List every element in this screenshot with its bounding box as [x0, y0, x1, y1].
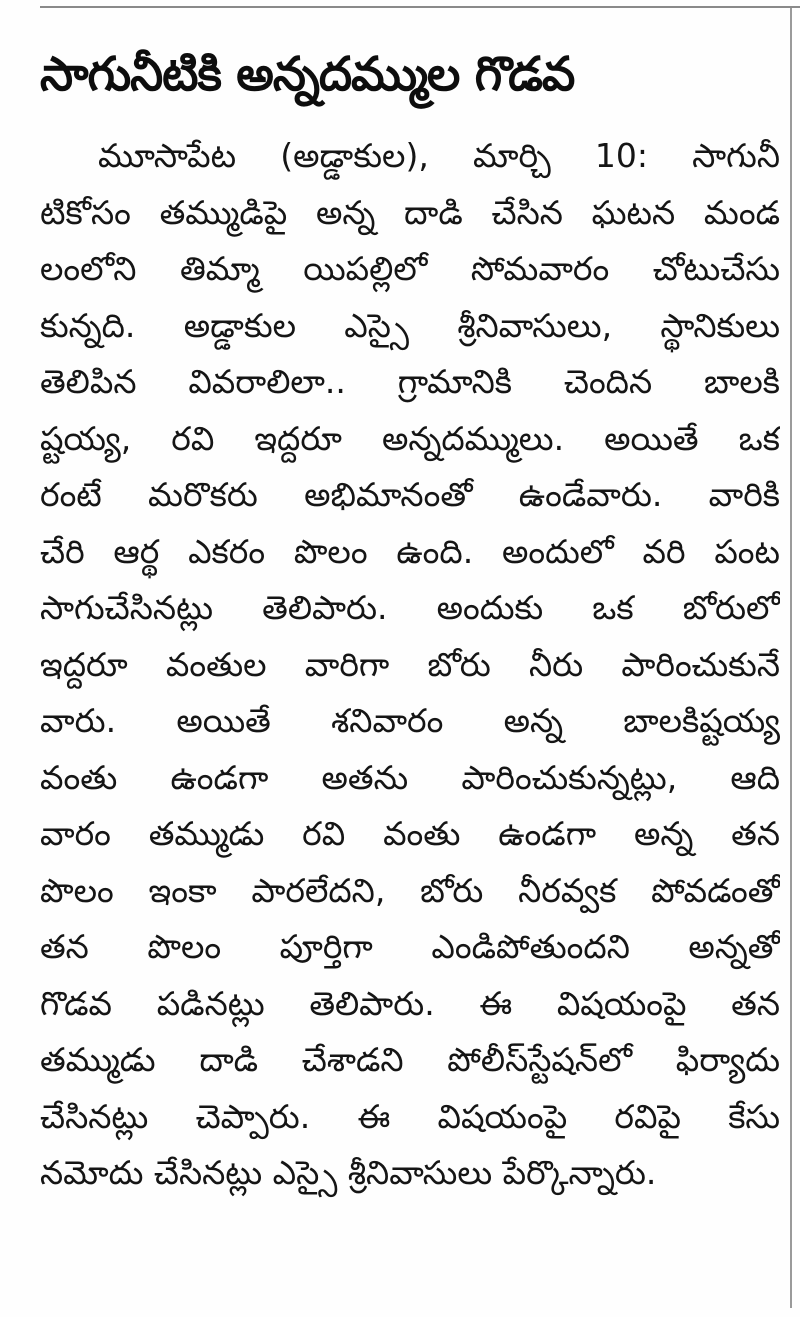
top-divider: [40, 6, 800, 8]
article-line: తమ్ముడు దాడి చేశాడని పోలీస్‌స్టేషన్‌లో ఫిర్యాదు: [40, 1040, 780, 1079]
article-line: వారు. అయితే శనివారం అన్న బాలకిష్టయ్య: [40, 701, 780, 740]
article-line: తెలిపిన వివరాలిలా.. గ్రామానికి చెందిన బాలకి: [40, 362, 780, 401]
column-divider: [790, 8, 792, 1308]
article-line: చేరి ఆర్థ ఎకరం పొలం ఉంది. అందులో వరి పంట: [40, 531, 780, 571]
article-body: [40, 128, 780, 1258]
article-line: గొడవ పడినట్లు తెలిపారు. ఈ విషయంపై తన: [40, 983, 780, 1023]
article-line: కున్నది. అడ్డాకుల ఎస్సై శ్రీనివాసులు, స్థానికులు: [40, 305, 780, 345]
article-line: లంలోని తిమ్మా యిపల్లిలో సోమవారం చోటుచేసు: [40, 249, 780, 288]
article-line: చేసినట్లు చెప్పారు. ఈ విషయంపై రవిపై కేసు: [40, 1096, 780, 1136]
article-line: పొలం ఇంకా పారలేదని, బోరు నీరవ్వక పోవడంతో: [40, 870, 780, 910]
article-line: ఇద్దరూ వంతుల వారిగా బోరు నీరు పారించుకునే: [40, 644, 780, 684]
article-line: సాగుచేసినట్లు తెలిపారు. అందుకు ఒక బోరులో: [40, 588, 780, 627]
article-line: రంటే మరొకరు అభిమానంతో ఉండేవారు. వారికి: [40, 475, 780, 514]
article-line: మూసాపేట (అడ్డాకుల), మార్చి 10: సాగునీ: [98, 136, 780, 175]
article-line: టికోసం తమ్ముడిపై అన్న దాడి చేసిన ఘటన మండ: [40, 192, 780, 232]
article-line: వారం తమ్ముడు రవి వంతు ఉండగా అన్న తన: [40, 814, 780, 853]
article-line: తన పొలం పూర్తిగా ఎండిపోతుందని అన్నతో: [40, 927, 780, 966]
article-line: నమోదు చేసినట్లు ఎస్సై శ్రీనివాసులు పేర్కొన్నారు.: [40, 1153, 657, 1192]
article-line: వంతు ఉండగా అతను పారించుకున్నట్లు, ఆది: [40, 757, 780, 797]
headline: సాగునీటికి అన్నదమ్ముల గొడవ: [40, 47, 575, 102]
article-line: ష్టయ్య, రవి ఇద్దరూ అన్నదమ్ములు. అయితే ఒక: [40, 418, 780, 458]
